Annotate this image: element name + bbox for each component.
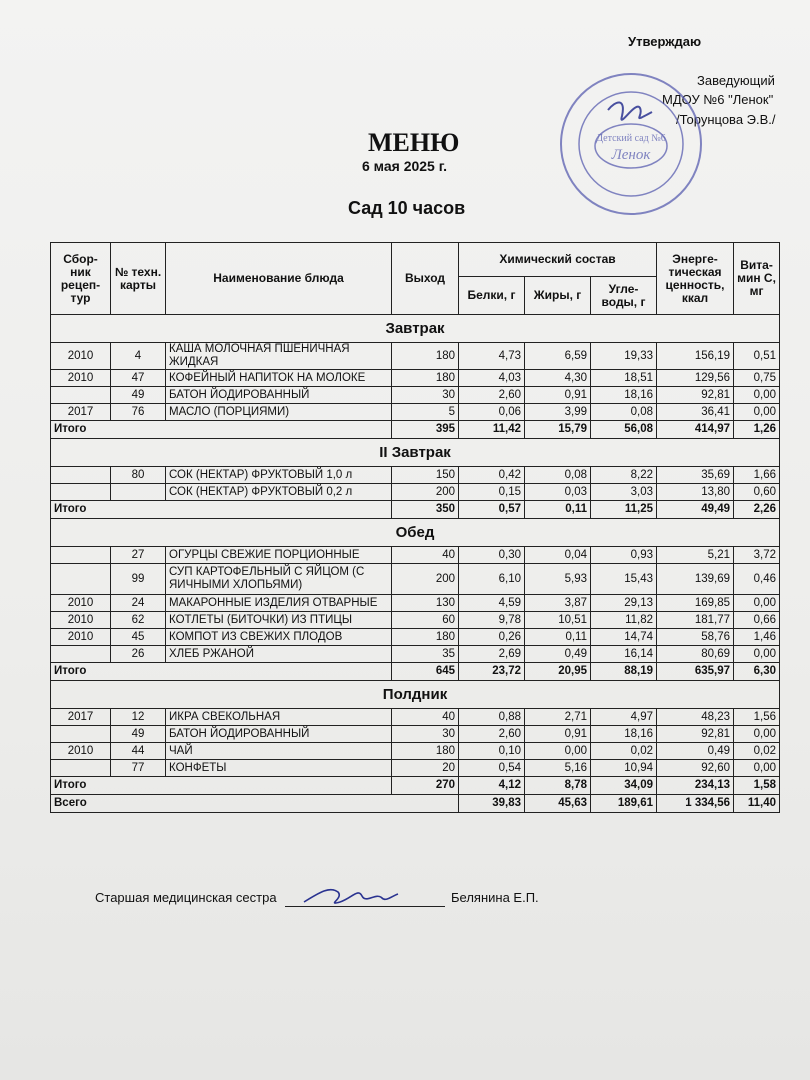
section-header (51, 681, 780, 709)
cell-output: 20 (392, 760, 459, 777)
cell-name: ЧАЙ (166, 743, 392, 760)
cell-energy: 414,97 (657, 421, 734, 439)
cell-card: 76 (111, 404, 166, 421)
cell-output: 30 (392, 387, 459, 404)
cell-output: 40 (392, 709, 459, 726)
cell-energy: 48,23 (657, 709, 734, 726)
grand-total-row (51, 795, 780, 813)
cell-name: ОГУРЦЫ СВЕЖИЕ ПОРЦИОННЫЕ (166, 547, 392, 564)
cell-collection (51, 467, 111, 484)
cell-protein: 0,54 (459, 760, 525, 777)
cell-protein: 4,12 (459, 777, 525, 795)
cell-carbs: 29,13 (591, 595, 657, 612)
table-row (51, 547, 780, 564)
cell-fat: 0,49 (525, 646, 591, 663)
table-row (51, 760, 780, 777)
cell-protein: 2,69 (459, 646, 525, 663)
cell-output: 350 (392, 501, 459, 519)
cell-fat: 20,95 (525, 663, 591, 681)
cell-energy: 181,77 (657, 612, 734, 629)
stamp-line2: Ленок (611, 147, 651, 163)
table-row (51, 629, 780, 646)
cell-carbs: 8,22 (591, 467, 657, 484)
menu-table (50, 242, 780, 813)
cell-output: 645 (392, 663, 459, 681)
cell-energy: 139,69 (657, 564, 734, 595)
cell-protein: 0,57 (459, 501, 525, 519)
cell-protein: 0,15 (459, 484, 525, 501)
total-label: Итого (51, 421, 392, 439)
cell-collection (51, 387, 111, 404)
cell-card: 62 (111, 612, 166, 629)
cell-protein: 0,06 (459, 404, 525, 421)
cell-protein: 11,42 (459, 421, 525, 439)
cell-name: КОТЛЕТЫ (БИТОЧКИ) ИЗ ПТИЦЫ (166, 612, 392, 629)
cell-energy: 169,85 (657, 595, 734, 612)
cell-name: МАСЛО (ПОРЦИЯМИ) (166, 404, 392, 421)
cell-collection (51, 484, 111, 501)
cell-collection (51, 726, 111, 743)
table-row (51, 646, 780, 663)
cell-name: КОМПОТ ИЗ СВЕЖИХ ПЛОДОВ (166, 629, 392, 646)
cell-output: 130 (392, 595, 459, 612)
cell-carbs: 16,14 (591, 646, 657, 663)
cell-name: БАТОН ЙОДИРОВАННЫЙ (166, 387, 392, 404)
cell-vitamin: 0,60 (734, 484, 780, 501)
cell-vitamin: 0,00 (734, 760, 780, 777)
cell-energy: 92,60 (657, 760, 734, 777)
total-label: Итого (51, 501, 392, 519)
section-header (51, 439, 780, 467)
section-header (51, 315, 780, 343)
cell-output: 30 (392, 726, 459, 743)
cell-fat: 6,59 (525, 343, 591, 370)
cell-energy: 5,21 (657, 547, 734, 564)
cell-carbs: 14,74 (591, 629, 657, 646)
cell-fat: 5,16 (525, 760, 591, 777)
section-title: Завтрак (51, 315, 780, 343)
cell-carbs: 18,16 (591, 726, 657, 743)
cell-name: КАША МОЛОЧНАЯ ПШЕНИЧНАЯ ЖИДКАЯ (166, 343, 392, 370)
grand-total-label: Всего (51, 795, 459, 813)
cell-output: 60 (392, 612, 459, 629)
table-row (51, 743, 780, 760)
cell-protein: 0,26 (459, 629, 525, 646)
cell-name: ИКРА СВЕКОЛЬНАЯ (166, 709, 392, 726)
cell-fat: 0,91 (525, 387, 591, 404)
cell-card: 80 (111, 467, 166, 484)
cell-energy: 92,81 (657, 726, 734, 743)
cell-card: 49 (111, 726, 166, 743)
cell-fat: 5,93 (525, 564, 591, 595)
section-header (51, 519, 780, 547)
cell-protein: 4,73 (459, 343, 525, 370)
cell-energy: 80,69 (657, 646, 734, 663)
cell-output: 200 (392, 484, 459, 501)
col-output: Выход (392, 243, 459, 315)
cell-fat: 0,11 (525, 501, 591, 519)
total-label: Итого (51, 663, 392, 681)
cell-name: КОФЕЙНЫЙ НАПИТОК НА МОЛОКЕ (166, 370, 392, 387)
cell-fat: 0,00 (525, 743, 591, 760)
cell-collection: 2010 (51, 629, 111, 646)
cell-energy: 635,97 (657, 663, 734, 681)
approval-position: Заведующий (697, 73, 775, 88)
cell-card: 45 (111, 629, 166, 646)
cell-vitamin: 0,00 (734, 726, 780, 743)
total-label: Итого (51, 777, 392, 795)
cell-card: 44 (111, 743, 166, 760)
cell-vitamin: 0,46 (734, 564, 780, 595)
cell-output: 180 (392, 343, 459, 370)
cell-fat: 3,87 (525, 595, 591, 612)
cell-output: 180 (392, 629, 459, 646)
cell-protein: 4,59 (459, 595, 525, 612)
cell-carbs: 4,97 (591, 709, 657, 726)
cell-energy: 129,56 (657, 370, 734, 387)
cell-carbs: 10,94 (591, 760, 657, 777)
stamp-line1: Детский сад №6 (596, 133, 666, 144)
cell-name: БАТОН ЙОДИРОВАННЫЙ (166, 726, 392, 743)
approval-organization: МДОУ №6 "Ленок" (662, 92, 774, 107)
col-chem: Химический состав (459, 243, 657, 277)
cell-vitamin: 0,66 (734, 612, 780, 629)
cell-output: 35 (392, 646, 459, 663)
cell-name: ХЛЕБ РЖАНОЙ (166, 646, 392, 663)
cell-vitamin: 6,30 (734, 663, 780, 681)
cell-fat: 0,04 (525, 547, 591, 564)
cell-card: 77 (111, 760, 166, 777)
cell-carbs: 3,03 (591, 484, 657, 501)
cell-collection (51, 646, 111, 663)
cell-carbs: 88,19 (591, 663, 657, 681)
table-row (51, 343, 780, 370)
cell-protein: 9,78 (459, 612, 525, 629)
cell-collection (51, 564, 111, 595)
cell-collection: 2010 (51, 595, 111, 612)
cell-energy: 13,80 (657, 484, 734, 501)
cell-fat: 0,08 (525, 467, 591, 484)
cell-vitamin: 0,51 (734, 343, 780, 370)
approval-name: /Торунцова Э.В./ (676, 112, 776, 127)
cell-fat: 45,63 (525, 795, 591, 813)
cell-card: 99 (111, 564, 166, 595)
table-row (51, 595, 780, 612)
cell-fat: 0,03 (525, 484, 591, 501)
col-card: № техн. карты (111, 243, 166, 315)
handwritten-signature (300, 878, 400, 912)
page-title: МЕНЮ (368, 128, 460, 157)
table-row (51, 370, 780, 387)
cell-protein: 0,42 (459, 467, 525, 484)
section-title: Полдник (51, 681, 780, 709)
cell-collection (51, 760, 111, 777)
cell-collection: 2010 (51, 343, 111, 370)
cell-fat: 0,91 (525, 726, 591, 743)
cell-card: 4 (111, 343, 166, 370)
section-title: Обед (51, 519, 780, 547)
cell-output: 150 (392, 467, 459, 484)
cell-carbs: 0,02 (591, 743, 657, 760)
cell-output: 40 (392, 547, 459, 564)
cell-protein: 2,60 (459, 387, 525, 404)
cell-collection: 2010 (51, 612, 111, 629)
cell-fat: 2,71 (525, 709, 591, 726)
cell-energy: 92,81 (657, 387, 734, 404)
cell-vitamin: 0,02 (734, 743, 780, 760)
cell-card: 27 (111, 547, 166, 564)
cell-energy: 156,19 (657, 343, 734, 370)
cell-protein: 0,30 (459, 547, 525, 564)
cell-collection: 2010 (51, 370, 111, 387)
cell-vitamin: 1,66 (734, 467, 780, 484)
cell-carbs: 189,61 (591, 795, 657, 813)
cell-vitamin: 1,58 (734, 777, 780, 795)
cell-carbs: 34,09 (591, 777, 657, 795)
col-fat: Жиры, г (525, 277, 591, 315)
table-row (51, 484, 780, 501)
cell-output: 180 (392, 743, 459, 760)
approval-title: Утверждаю (628, 34, 702, 49)
total-row (51, 663, 780, 681)
cell-carbs: 0,08 (591, 404, 657, 421)
cell-vitamin: 2,26 (734, 501, 780, 519)
cell-card (111, 484, 166, 501)
table-row (51, 467, 780, 484)
cell-name: СОК (НЕКТАР) ФРУКТОВЫЙ 1,0 л (166, 467, 392, 484)
table-row (51, 612, 780, 629)
cell-vitamin: 3,72 (734, 547, 780, 564)
cell-output: 5 (392, 404, 459, 421)
cell-name: КОНФЕТЫ (166, 760, 392, 777)
cell-protein: 6,10 (459, 564, 525, 595)
cell-protein: 2,60 (459, 726, 525, 743)
footer-role: Старшая медицинская сестра (95, 890, 277, 905)
menu-group: Сад 10 часов (348, 198, 466, 218)
col-protein: Белки, г (459, 277, 525, 315)
cell-carbs: 11,82 (591, 612, 657, 629)
cell-energy: 36,41 (657, 404, 734, 421)
cell-output: 270 (392, 777, 459, 795)
table-row (51, 387, 780, 404)
cell-protein: 0,10 (459, 743, 525, 760)
cell-output: 180 (392, 370, 459, 387)
cell-card: 49 (111, 387, 166, 404)
cell-energy: 58,76 (657, 629, 734, 646)
cell-fat: 3,99 (525, 404, 591, 421)
cell-card: 24 (111, 595, 166, 612)
cell-vitamin: 0,00 (734, 404, 780, 421)
cell-output: 395 (392, 421, 459, 439)
footer-name: Белянина Е.П. (451, 890, 539, 905)
col-carbs: Угле-воды, г (591, 277, 657, 315)
cell-output: 200 (392, 564, 459, 595)
table-row (51, 726, 780, 743)
cell-carbs: 15,43 (591, 564, 657, 595)
cell-vitamin: 0,00 (734, 387, 780, 404)
cell-vitamin: 0,75 (734, 370, 780, 387)
cell-collection: 2010 (51, 743, 111, 760)
cell-carbs: 0,93 (591, 547, 657, 564)
cell-protein: 39,83 (459, 795, 525, 813)
cell-vitamin: 1,46 (734, 629, 780, 646)
cell-fat: 8,78 (525, 777, 591, 795)
cell-carbs: 18,51 (591, 370, 657, 387)
col-vitamin: Вита-мин С, мг (734, 243, 780, 315)
cell-protein: 4,03 (459, 370, 525, 387)
cell-fat: 15,79 (525, 421, 591, 439)
section-title: II Завтрак (51, 439, 780, 467)
table-row (51, 709, 780, 726)
cell-name: СУП КАРТОФЕЛЬНЫЙ С ЯЙЦОМ (С ЯИЧНЫМИ ХЛОПЬЯМИ) (166, 564, 392, 595)
total-row (51, 421, 780, 439)
menu-body (51, 315, 780, 813)
col-collection: Сбор-ник рецеп-тур (51, 243, 111, 315)
col-energy: Энерге-тическая ценность, ккал (657, 243, 734, 315)
cell-energy: 35,69 (657, 467, 734, 484)
cell-fat: 0,11 (525, 629, 591, 646)
cell-carbs: 18,16 (591, 387, 657, 404)
cell-carbs: 11,25 (591, 501, 657, 519)
cell-vitamin: 1,56 (734, 709, 780, 726)
cell-collection (51, 547, 111, 564)
cell-name: МАКАРОННЫЕ ИЗДЕЛИЯ ОТВАРНЫЕ (166, 595, 392, 612)
cell-energy: 1 334,56 (657, 795, 734, 813)
total-row (51, 777, 780, 795)
cell-collection: 2017 (51, 404, 111, 421)
cell-collection: 2017 (51, 709, 111, 726)
total-row (51, 501, 780, 519)
cell-card: 47 (111, 370, 166, 387)
table-row (51, 404, 780, 421)
menu-date: 6 мая 2025 г. (362, 158, 448, 174)
cell-vitamin: 11,40 (734, 795, 780, 813)
cell-energy: 49,49 (657, 501, 734, 519)
cell-energy: 0,49 (657, 743, 734, 760)
cell-protein: 23,72 (459, 663, 525, 681)
cell-card: 26 (111, 646, 166, 663)
cell-carbs: 19,33 (591, 343, 657, 370)
cell-protein: 0,88 (459, 709, 525, 726)
cell-name: СОК (НЕКТАР) ФРУКТОВЫЙ 0,2 л (166, 484, 392, 501)
table-row (51, 564, 780, 595)
cell-vitamin: 0,00 (734, 595, 780, 612)
cell-energy: 234,13 (657, 777, 734, 795)
cell-vitamin: 0,00 (734, 646, 780, 663)
cell-fat: 4,30 (525, 370, 591, 387)
cell-card: 12 (111, 709, 166, 726)
cell-vitamin: 1,26 (734, 421, 780, 439)
col-name: Наименование блюда (166, 243, 392, 315)
cell-fat: 10,51 (525, 612, 591, 629)
cell-carbs: 56,08 (591, 421, 657, 439)
